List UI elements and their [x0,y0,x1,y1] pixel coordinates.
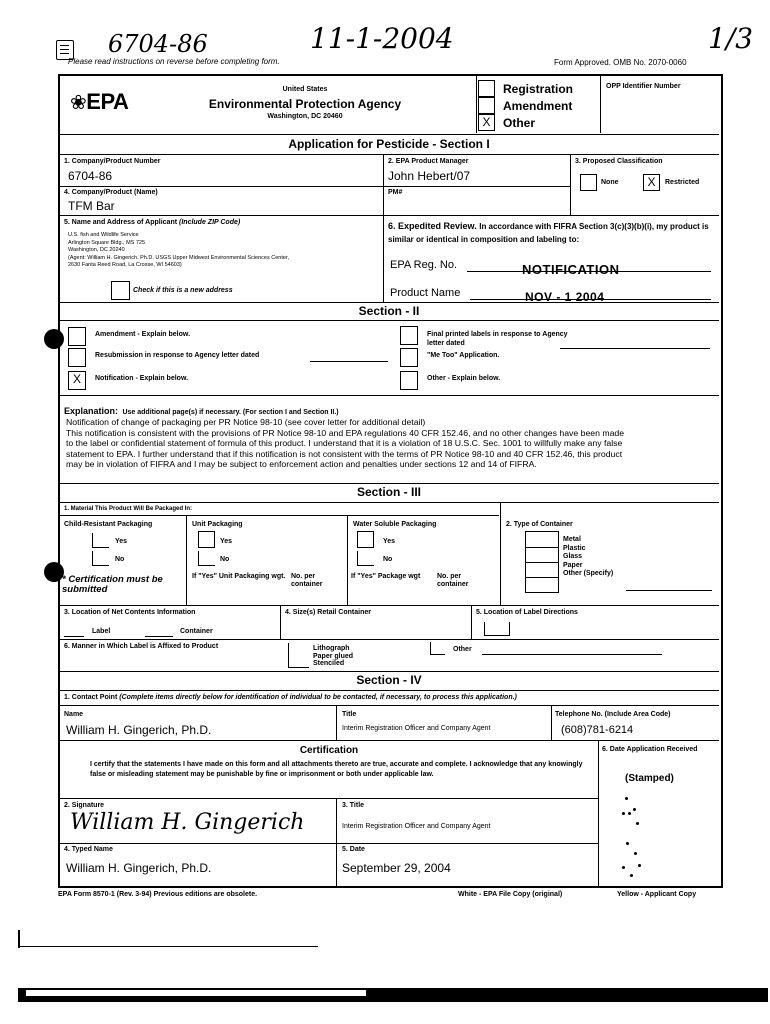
child-resistant-yes-box[interactable] [92,533,109,548]
child-resistant-no-box[interactable] [92,551,109,566]
net-contents-label-opt: Label [92,628,111,635]
agency-country: United States [282,86,328,93]
label-directions-label: 5. Location of Label Directions [476,609,578,616]
water-soluble-no-box[interactable] [357,551,374,566]
scan-edge [18,946,318,947]
epa-reg-no-label: EPA Reg. No. [390,259,458,271]
applicant-line: 2630 Fanta Reed Road, La Crosse, WI 54603) [68,262,182,268]
title2-label: 3. Title [342,802,365,809]
contact-name-label: Name [64,711,84,718]
applicant-line: Washington, DC 20240 [68,247,125,253]
unit-packaging-label: Unit Packaging [192,521,243,528]
expedited-review-text: In accordance with FIFRA Section 3(c)(3)(b)(i), my product is similar or identical in composition and labeling to: [388,222,709,244]
signature-label: 2. Signature [64,802,105,809]
applicant-address [68,232,289,270]
unit-packaging-no-box[interactable] [198,551,215,566]
explanation-line: This notification is consistent with the provisions of PR Notice 98-10 and EPA regulations 40 CFR 152.46, and no other changes have been made [66,427,625,438]
applicant-label-text: 5. Name and Address of Applicant [64,219,178,226]
pm-number-label: PM# [388,189,403,196]
agency-name: Environmental Protection Agency [208,97,402,111]
contact-point-label: 1. Contact Point [64,694,118,701]
container-option-paper: Paper [563,561,583,569]
form-approved: Form Approved. OMB No. 2070-0060 [554,58,687,67]
applicant-label-zip: (Include ZIP Code) [179,219,241,226]
yellow-copy-note: Yellow - Applicant Copy [617,891,697,898]
child-resistant-yes: Yes [115,538,128,545]
company-product-number-label: 1. Company/Product Number [64,158,161,165]
form-id: EPA Form 8570-1 (Rev. 3-94) Previous editions are obsolete. [58,891,258,898]
typed-name-value: William H. Gingerich, Ph.D. [66,861,212,875]
resubmission-checkbox[interactable] [68,348,86,367]
container-option-other: Other (Specify) [563,570,614,577]
applicant-line: (Agent: William H. Gingerich, Ph.D. USGS Upper Midwest Environmental Sciences Center, [68,254,289,261]
product-name-label: Product Name [390,287,461,299]
certification-text: I certify that the statements I have made on this form and all attachments thereto are true, accurate and complete. I acknowledge that any knowingly false or misleading statement may be punishable by fine or imprisonment or both under applicable law. [90,761,583,778]
manner-options: Lithograph Paper glued Stenciled [313,645,354,667]
material-label: 1. Material This Product Will Be Packaged In: [64,506,192,512]
contact-point-hint: (Complete items directly below for identification of individual to be contacted, if necessary, to process this application.) [119,694,517,701]
container-option-plastic: Plastic [563,544,586,552]
other-label: Other [503,116,536,130]
contact-title-value: Interim Registration Officer and Company Agent [342,725,491,732]
applicant-line: U.S. fish and Wildlife Service [68,232,139,238]
amendment-label: Amendment [503,99,573,113]
applicant-label [64,219,240,226]
date-value: September 29, 2004 [342,861,451,875]
agency-address: Washington, DC 20460 [267,113,343,120]
manner-options-box[interactable] [288,643,309,668]
registration-checkbox[interactable] [478,80,495,97]
net-contents-container-opt: Container [180,628,213,635]
child-resistant-no: No [115,556,125,563]
unit-packaging-yes: Yes [220,538,233,545]
other-checkbox[interactable]: X [478,114,495,131]
me-too-label: "Me Too" Application. [427,352,500,359]
stamped-label: (Stamped) [625,773,674,784]
signature-value: William H. Gingerich [70,810,305,835]
amendment-checkbox[interactable] [478,97,495,114]
handwritten-reg-number: 6704-86 [108,30,208,58]
explanation-label: Explanation: [64,406,119,416]
new-address-label: Check if this is a new address [133,287,233,294]
unit-packaging-no: No [220,556,230,563]
company-product-name-label: 4. Company/Product (Name) [64,189,158,196]
instructions-note: Please read instructions on reverse before completing form. [68,57,280,66]
classification-none-checkbox[interactable] [580,174,597,191]
other-explain-checkbox[interactable] [400,371,418,390]
punch-hole [44,329,64,349]
explanation-line: to the label or confidential statement of formula of this product. I understand that it is a violation of 18 U.S.C. Sec. 1001 to willfully make any false [66,438,623,449]
handwritten-page-number: 1/3 [708,22,754,55]
date-label: 5. Date [342,846,365,853]
explanation-line: statement to EPA. I further understand that if this notification is not consistent with the terms of PR Notice 98-10 and 40 CFR 152.46, this product [66,448,623,459]
retail-container-label: 4. Size(s) Retail Container [285,609,371,616]
final-printed-labels-label: Final printed labels in response to Agency letter dated [427,331,568,347]
notification-stamp: NOTIFICATION [522,262,620,277]
explanation-text [66,417,716,470]
type-of-container-label: 2. Type of Container [506,521,573,528]
manner-other-label: Other [453,646,472,653]
child-resistant-label: Child-Resistant Packaging [64,521,153,528]
punch-hole [44,562,64,582]
epa-logo: ❀EPA [70,89,129,114]
water-soluble-no: No [383,556,393,563]
container-options [563,536,613,579]
white-copy-note: White - EPA File Copy (original) [458,891,563,898]
water-soluble-yes: Yes [383,538,396,545]
package-no-per-container: No. per container [437,573,469,588]
section-4-title: Section - IV [356,673,422,687]
unit-packaging-yes-box[interactable] [198,531,215,548]
received-date-stamp: NOV - 1 2004 [525,290,605,304]
epa-product-manager-value: John Hebert/07 [388,169,471,183]
classification-restricted-label: Restricted [665,179,700,186]
contact-phone-label: Telephone No. (Include Area Code) [555,711,671,718]
manner-other-box[interactable] [430,642,445,655]
explanation-line: Notification of change of packaging per PR Notice 98-10 (see cover letter for additional detail) [66,417,426,427]
resubmission-label: Resubmission in response to Agency letter dated [95,352,260,359]
expedited-review [388,220,713,246]
title2-value: Interim Registration Officer and Company Agent [342,823,491,830]
contact-name-value: William H. Gingerich, Ph.D. [66,723,212,737]
classification-restricted-checkbox[interactable]: X [643,174,660,191]
new-address-checkbox[interactable] [111,281,130,300]
container-option-metal: Metal [563,536,581,543]
notification-label: Notification - Explain below. [95,375,189,382]
company-product-number-value: 6704-86 [68,169,113,183]
section-1-title: Application for Pesticide - Section I [288,137,490,151]
explanation-hint: Use additional page(s) if necessary. (For section I and Section II.) [122,409,339,416]
certification-title: Certification [299,745,359,756]
amendment-explain-checkbox[interactable] [68,327,86,346]
typed-name-label: 4. Typed Name [64,846,113,853]
classification-none-label: None [601,179,619,186]
applicant-line: Arlington Square Bldg., MS 725 [68,239,146,246]
explanation-line: may be in violation of FIFRA and I may be subject to enforcement action and penalties under sections 12 and 14 of FIFRA. [66,459,537,470]
container-option-glass: Glass [563,553,583,560]
final-printed-labels-checkbox[interactable] [400,326,418,345]
company-product-name-value: TFM Bar [68,199,115,213]
epa-logo-text: EPA [86,89,129,114]
registration-label: Registration [503,82,574,96]
unit-no-per-container: No. per container [291,573,323,588]
opp-identifier-label: OPP Identifier Number [606,83,681,90]
contact-title-label: Title [342,711,357,718]
contact-point [64,694,517,701]
water-soluble-yes-box[interactable] [357,531,374,548]
manner-affixed-label: 6. Manner in Which Label is Affixed to Product [64,643,219,650]
epa-product-manager-label: 2. EPA Product Manager [388,158,469,165]
date-received-label: 6. Date Application Received [602,746,698,753]
expedited-review-title: 6. Expedited Review. [388,221,477,231]
other-explain-label: Other - Explain below. [427,375,501,382]
amendment-explain-label: Amendment - Explain below. [95,331,191,338]
section-3-title: Section - III [356,485,421,499]
notification-checkbox[interactable]: X [68,371,86,390]
certification-must-note: * Certification must be submitted [62,574,163,595]
section-2-title: Section - II [358,304,420,318]
handwritten-date: 11-1-2004 [310,22,454,55]
water-soluble-label: Water Soluble Packaging [353,521,437,528]
unit-pkg-wgt-label: If "Yes" Unit Packaging wgt. [192,573,286,580]
proposed-classification-label: 3. Proposed Classification [575,158,663,165]
scan-edge [26,990,366,996]
contact-phone-value: (608)781-6214 [561,724,634,736]
me-too-checkbox[interactable] [400,348,418,367]
net-contents-label: 3. Location of Net Contents Information [64,609,196,616]
label-directions-box[interactable] [484,622,510,636]
package-wgt-label: If "Yes" Package wgt [351,573,421,580]
